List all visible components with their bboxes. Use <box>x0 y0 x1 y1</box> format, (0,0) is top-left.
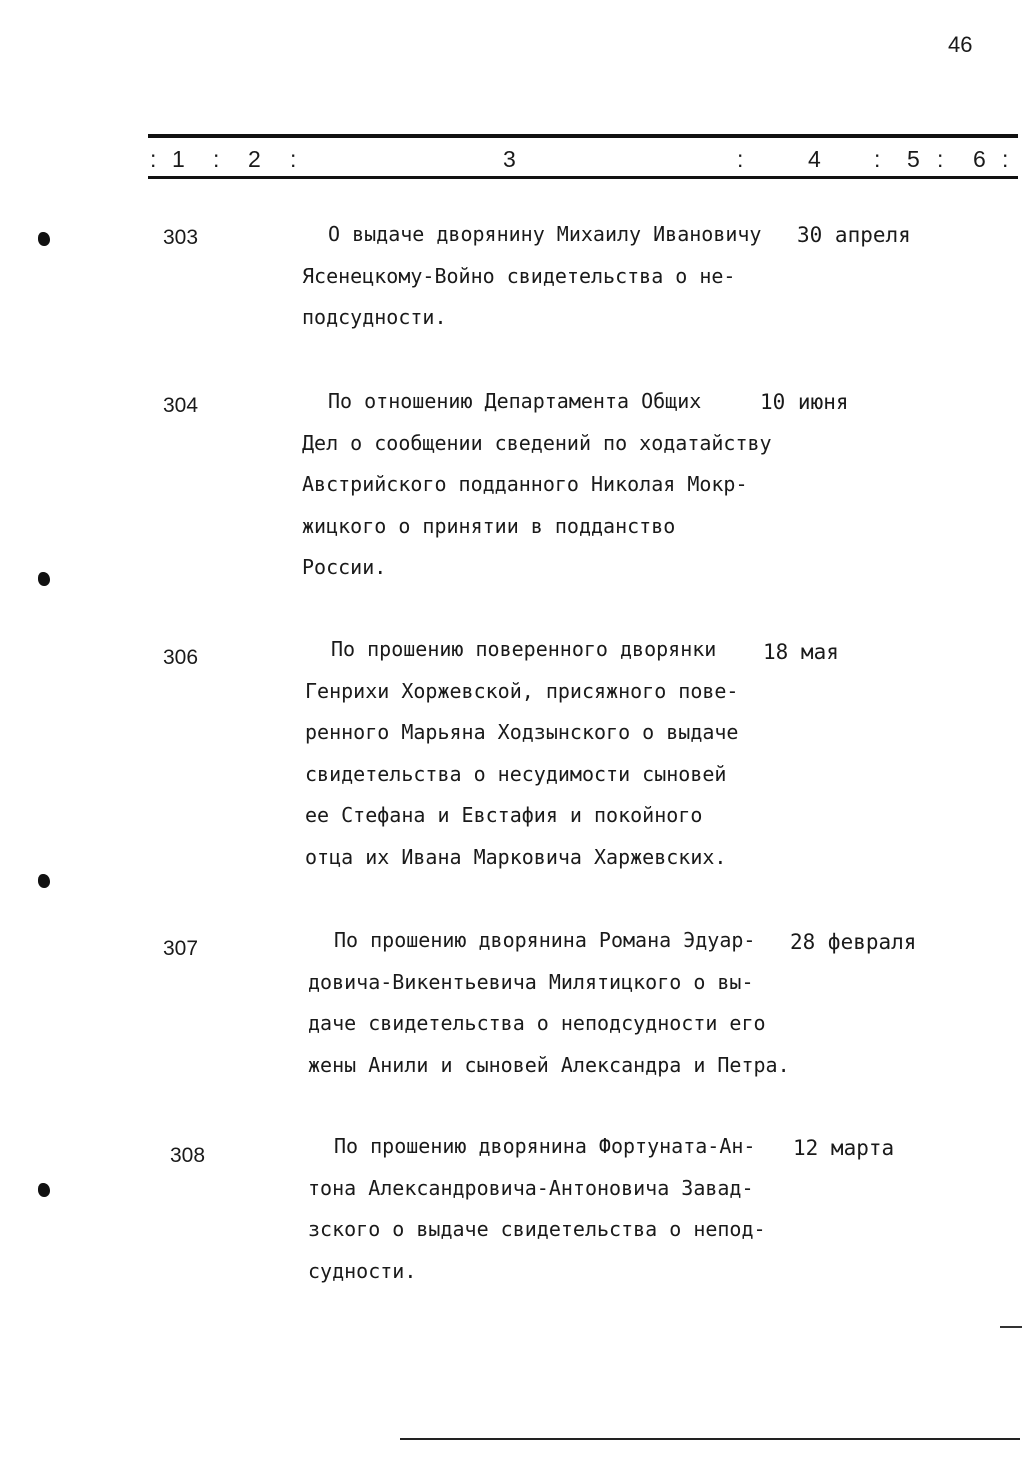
entry-line: жицкого о принятии в подданство <box>302 513 676 538</box>
entry-line: подсудности. <box>302 305 447 329</box>
entry-date: 10 июня <box>760 390 849 414</box>
entry-line: отца их Ивана Марковича Харжевских. <box>305 844 727 869</box>
entry-line: жены Анили и сыновей Александра и Петра. <box>308 1052 790 1077</box>
column-header-4: 4 <box>808 146 821 172</box>
column-separator: : <box>150 146 157 172</box>
entry-line: О выдаче дворянину Михаилу Ивановичу <box>328 222 762 246</box>
entry-date: 18 мая <box>763 640 839 664</box>
entry-number: 304 <box>163 394 199 417</box>
entry-number: 303 <box>163 226 199 249</box>
entry-line: ее Стефана и Евстафия и покойного <box>305 803 703 827</box>
column-separator: : <box>213 146 220 172</box>
entry-description <box>302 381 782 589</box>
entry-description <box>305 629 785 878</box>
entry-line: свидетельства о несудимости сыновей <box>305 761 727 786</box>
table-header-top-rule <box>148 134 1018 138</box>
entry-line: Дел о сообщении сведений по ходатайству <box>302 430 772 455</box>
entry-line: Ясенецкому-Войно свидетельства о не- <box>302 263 736 288</box>
entry-date: 28 февраля <box>790 930 917 954</box>
entry-line: По прошению поверенного дворянки <box>331 637 717 661</box>
entry-description <box>308 920 788 1086</box>
entry-line: России. <box>302 555 387 579</box>
entry-description <box>302 214 782 339</box>
entry-date: 12 марта <box>793 1136 895 1160</box>
entry-line: тона Александровича-Антоновича Завад- <box>308 1175 754 1200</box>
column-separator: : <box>290 146 297 172</box>
footer-rule <box>400 1438 1020 1440</box>
column-separator: : <box>937 146 944 172</box>
entry-line: По прошению дворянина Романа Эдуар- <box>334 928 756 952</box>
column-header-3: 3 <box>503 146 516 172</box>
entry-number: 307 <box>163 937 199 960</box>
entry-line: По отношению Департамента Общих <box>328 389 702 413</box>
entry-line: даче свидетельства о неподсудности его <box>308 1011 766 1035</box>
entry-line: судности. <box>308 1258 417 1283</box>
entry-line: довича-Викентьевича Милятицкого о вы- <box>308 969 754 994</box>
entry-line: Генрихи Хоржевской, присяжного пове- <box>305 678 739 703</box>
table-header-bottom-rule <box>148 176 1018 179</box>
entry-number: 308 <box>170 1144 206 1167</box>
column-separator: : <box>874 146 881 172</box>
margin-dash <box>1000 1326 1022 1328</box>
entry-line: ренного Марьяна Ходзынского о выдаче <box>305 720 739 744</box>
entry-description <box>308 1126 788 1292</box>
column-separator: : <box>1002 146 1009 172</box>
column-header-2: 2 <box>248 146 261 172</box>
binding-mark <box>38 232 50 246</box>
entry-line: зского о выдаче свидетельства о непод- <box>308 1217 766 1241</box>
column-header-1: 1 <box>172 146 185 172</box>
column-separator: : <box>737 146 744 172</box>
entry-date: 30 апреля <box>797 223 911 247</box>
entry-line: Австрийского подданного Николая Мокр- <box>302 472 748 496</box>
binding-mark <box>38 1183 50 1197</box>
column-header-5: 5 <box>907 146 920 172</box>
entry-line: По прошению дворянина Фортуната-Ан- <box>334 1134 756 1158</box>
entry-number: 306 <box>163 646 199 669</box>
page-number: 46 <box>948 32 973 57</box>
binding-mark <box>38 874 50 888</box>
binding-mark <box>38 572 50 586</box>
column-header-6: 6 <box>973 146 986 172</box>
